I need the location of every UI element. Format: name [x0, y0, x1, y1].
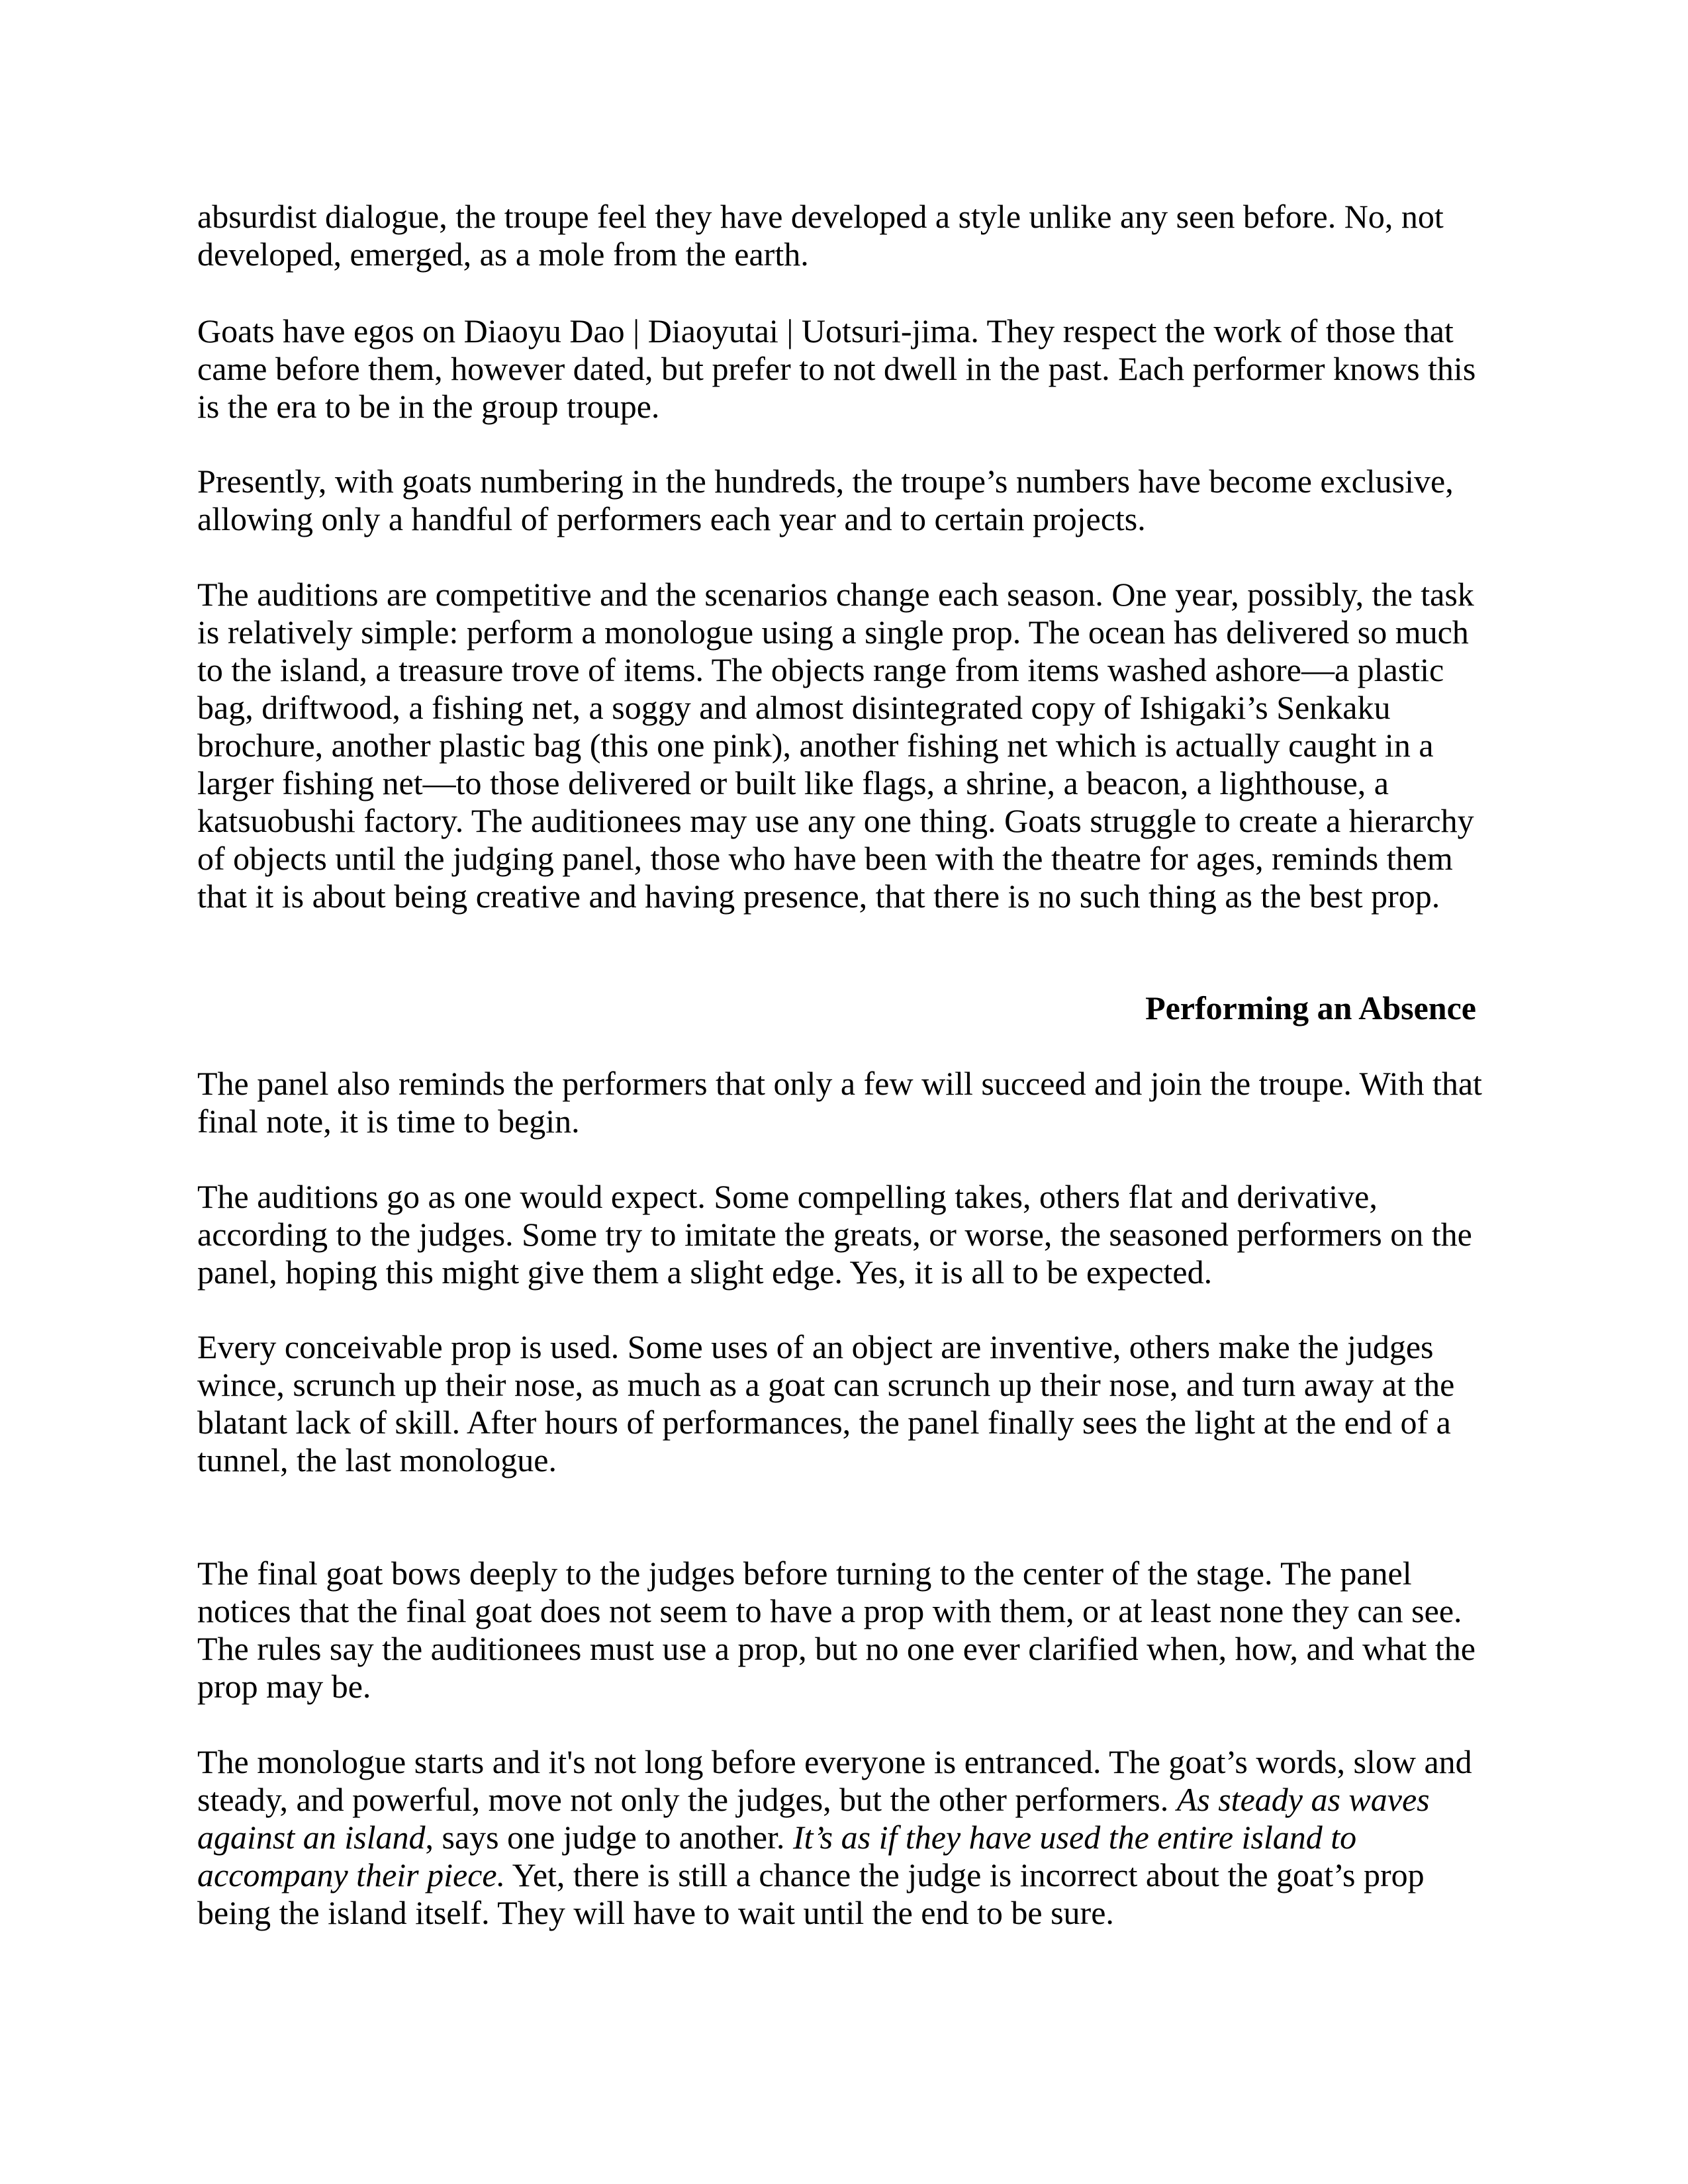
text-line: notices that the final goat does not seem to have a prop with them, or at least none they can see.	[197, 1592, 1462, 1629]
paragraph	[197, 576, 1495, 915]
text-line: came before them, however dated, but prefer to not dwell in the past. Each performer knows this	[197, 350, 1476, 387]
text-line: The auditions are competitive and the scenarios change each season. One year, possibly, the task	[197, 576, 1474, 613]
text-line	[197, 1894, 1495, 1932]
section-heading: Performing an Absence	[1145, 989, 1476, 1026]
text-line: The final goat bows deeply to the judges before turning to the center of the stage. The panel	[197, 1555, 1412, 1592]
text-line: Presently, with goats numbering in the hundreds, the troupe’s numbers have become exclusive,	[197, 463, 1454, 500]
text-line: final note, it is time to begin.	[197, 1103, 580, 1140]
text-line: according to the judges. Some try to imitate the greats, or worse, the seasoned performers on the	[197, 1216, 1472, 1253]
paragraph	[197, 198, 1495, 273]
text-span: The monologue starts and it's not long before everyone is entranced. The goat’s words, slow and	[197, 1743, 1472, 1780]
paragraph	[197, 312, 1495, 426]
text-line: larger fishing net—to those delivered or built like flags, a shrine, a beacon, a lighthouse, a	[197, 764, 1389, 801]
text-line: prop may be.	[197, 1668, 371, 1705]
text-line: allowing only a handful of performers each year and to certain projects.	[197, 500, 1146, 537]
text-span: steady, and powerful, move not only the judges, but the other performers.	[197, 1781, 1177, 1818]
paragraph	[197, 1328, 1495, 1479]
text-line: The rules say the auditionees must use a prop, but no one ever clarified when, how, and what the	[197, 1630, 1476, 1667]
text-span: being the island itself. They will have to wait until the end to be sure.	[197, 1894, 1114, 1931]
text-line: is the era to be in the group troupe.	[197, 388, 660, 425]
text-line: brochure, another plastic bag (this one pink), another fishing net which is actually caught in a	[197, 727, 1434, 764]
text-line: that it is about being creative and having presence, that there is no such thing as the best prop.	[197, 878, 1440, 915]
italic-quote: It’s as if they have used the entire island to	[792, 1819, 1357, 1856]
paragraph-monologue	[197, 1743, 1495, 1932]
paragraph	[197, 1178, 1495, 1291]
italic-quote: As steady as waves	[1176, 1781, 1430, 1818]
text-span: , says one judge to another.	[425, 1819, 793, 1856]
text-line: wince, scrunch up their nose, as much as a goat can scrunch up their nose, and turn away at the	[197, 1366, 1455, 1403]
paragraph	[197, 1555, 1495, 1706]
text-line: Every conceivable prop is used. Some uses of an object are inventive, others make the judges	[197, 1328, 1434, 1365]
text-line	[197, 1743, 1495, 1781]
italic-quote: accompany their piece.	[197, 1856, 506, 1893]
text-line: bag, driftwood, a fishing net, a soggy and almost disintegrated copy of Ishigaki’s Senkaku	[197, 689, 1391, 726]
text-span: Yet, there is still a chance the judge is incorrect about the goat’s prop	[505, 1856, 1425, 1893]
text-line: Goats have egos on Diaoyu Dao | Diaoyutai | Uotsuri-jima. They respect the work of those that	[197, 312, 1454, 349]
text-line: The auditions go as one would expect. Some compelling takes, others flat and derivative,	[197, 1178, 1378, 1215]
text-line: tunnel, the last monologue.	[197, 1441, 557, 1479]
text-line: absurdist dialogue, the troupe feel they have developed a style unlike any seen before. No, not	[197, 198, 1444, 235]
text-line: to the island, a treasure trove of items. The objects range from items washed ashore—a plastic	[197, 651, 1444, 688]
paragraph	[197, 1065, 1495, 1140]
text-line: is relatively simple: perform a monologue using a single prop. The ocean has delivered so much	[197, 614, 1469, 651]
italic-quote: against an island	[197, 1819, 426, 1856]
text-line	[197, 1856, 1495, 1894]
text-line	[197, 1781, 1495, 1819]
text-line: of objects until the judging panel, those who have been with the theatre for ages, reminds them	[197, 840, 1453, 877]
text-line: katsuobushi factory. The auditionees may use any one thing. Goats struggle to create a hierarchy	[197, 802, 1474, 839]
text-line	[197, 1819, 1495, 1856]
text-line: panel, hoping this might give them a slight edge. Yes, it is all to be expected.	[197, 1253, 1213, 1291]
paragraph	[197, 463, 1495, 538]
text-line: developed, emerged, as a mole from the earth.	[197, 236, 809, 273]
text-line: The panel also reminds the performers that only a few will succeed and join the troupe. With that	[197, 1065, 1482, 1102]
text-line: blatant lack of skill. After hours of performances, the panel finally sees the light at the end of a	[197, 1404, 1451, 1441]
